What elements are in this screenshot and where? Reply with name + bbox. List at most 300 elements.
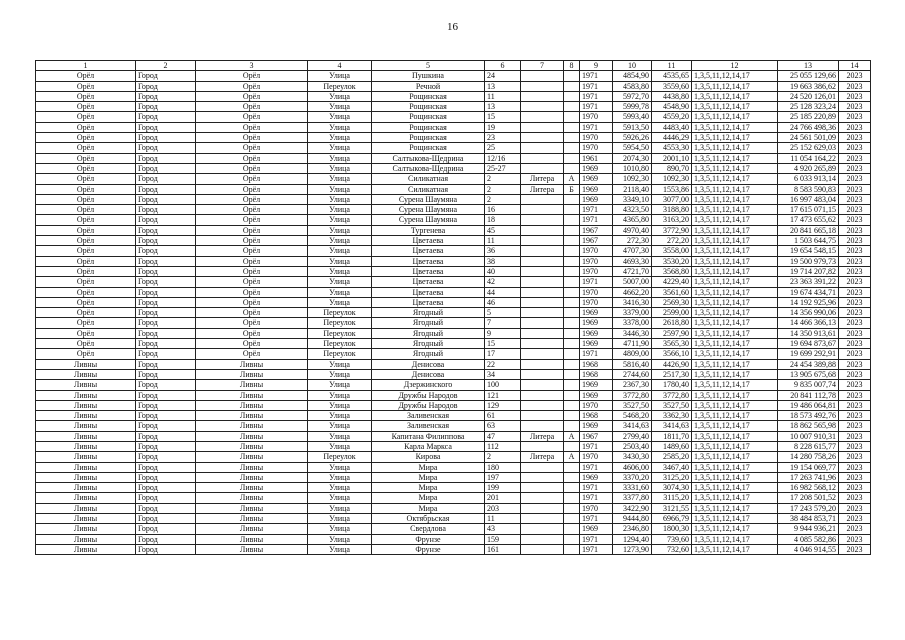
table-cell: 19 154 069,77 — [778, 462, 839, 472]
table-cell — [521, 102, 564, 112]
table-cell: 4809,00 — [613, 349, 652, 359]
table-cell: 1,3,5,11,12,14,17 — [692, 369, 778, 379]
table-cell: 3370,20 — [613, 472, 652, 482]
table-cell: 2023 — [839, 380, 871, 390]
table-cell: 1800,30 — [652, 524, 692, 534]
table-cell: Переулок — [308, 328, 372, 338]
table-cell — [521, 194, 564, 204]
table-cell — [564, 503, 580, 513]
table-cell: Город — [136, 380, 196, 390]
table-cell — [564, 421, 580, 431]
table-cell: Орёл — [196, 112, 308, 122]
table-cell: 6966,79 — [652, 514, 692, 524]
table-cell: 159 — [485, 534, 521, 544]
table-cell: Карла Маркса — [372, 441, 485, 451]
table-cell: 4559,20 — [652, 112, 692, 122]
table-cell: 3422,90 — [613, 503, 652, 513]
table-cell — [521, 503, 564, 513]
table-row — [36, 143, 871, 153]
table-cell: Орёл — [36, 205, 136, 215]
table-cell: 1970 — [580, 133, 613, 143]
table-cell: 2023 — [839, 71, 871, 81]
table-cell: 1967 — [580, 236, 613, 246]
table-row — [36, 133, 871, 143]
table-cell: А — [564, 431, 580, 441]
table-cell — [521, 236, 564, 246]
table-cell: Орёл — [36, 256, 136, 266]
table-cell: Город — [136, 256, 196, 266]
table-cell: 2569,30 — [652, 297, 692, 307]
table-cell: 2023 — [839, 431, 871, 441]
table-cell — [564, 308, 580, 318]
table-cell: 25 152 629,03 — [778, 143, 839, 153]
table-cell: Улица — [308, 380, 372, 390]
table-cell: Город — [136, 534, 196, 544]
table-cell: 42 — [485, 277, 521, 287]
column-header-7: 7 — [521, 61, 564, 71]
table-cell: 8 228 615,77 — [778, 441, 839, 451]
table-cell: 4 046 914,55 — [778, 544, 839, 554]
table-cell: 1969 — [580, 339, 613, 349]
table-cell — [564, 81, 580, 91]
table-cell: 3377,80 — [613, 493, 652, 503]
table-cell: Цветаева — [372, 297, 485, 307]
table-cell: 1,3,5,11,12,14,17 — [692, 349, 778, 359]
table-cell: А — [564, 452, 580, 462]
table-cell: Улица — [308, 297, 372, 307]
table-row — [36, 205, 871, 215]
table-row — [36, 328, 871, 338]
table-cell: 2023 — [839, 256, 871, 266]
table-cell — [521, 483, 564, 493]
table-cell: Город — [136, 287, 196, 297]
table-cell — [564, 483, 580, 493]
table-cell — [521, 514, 564, 524]
table-cell: 1968 — [580, 411, 613, 421]
table-cell: Орёл — [196, 143, 308, 153]
table-cell: 15 — [485, 339, 521, 349]
table-row — [36, 349, 871, 359]
table-cell: 2023 — [839, 287, 871, 297]
table-cell: 3331,60 — [613, 483, 652, 493]
table-cell: 2023 — [839, 524, 871, 534]
table-cell: 1967 — [580, 431, 613, 441]
table-cell: Орёл — [196, 287, 308, 297]
table-cell: 5 — [485, 308, 521, 318]
table-cell: 3349,10 — [613, 194, 652, 204]
table-cell: 201 — [485, 493, 521, 503]
table-cell: 2 — [485, 174, 521, 184]
table-cell: Цветаева — [372, 287, 485, 297]
table-cell: Город — [136, 328, 196, 338]
table-cell: Ливны — [36, 544, 136, 554]
table-cell: 1,3,5,11,12,14,17 — [692, 452, 778, 462]
table-cell: Силикатная — [372, 174, 485, 184]
table-row — [36, 287, 871, 297]
table-cell: 14 350 913,61 — [778, 328, 839, 338]
table-cell: 2023 — [839, 503, 871, 513]
table-cell: 24 — [485, 71, 521, 81]
table-cell: Ливны — [196, 503, 308, 513]
table-cell: Ливны — [196, 441, 308, 451]
table-row — [36, 163, 871, 173]
table-cell: 3188,80 — [652, 205, 692, 215]
table-cell — [564, 102, 580, 112]
table-cell: Заливенская — [372, 411, 485, 421]
table-cell: 13 905 675,68 — [778, 369, 839, 379]
table-row — [36, 390, 871, 400]
table-cell: Орёл — [196, 184, 308, 194]
table-cell: 1,3,5,11,12,14,17 — [692, 112, 778, 122]
table-cell: Орёл — [36, 277, 136, 287]
table-cell: 2118,40 — [613, 184, 652, 194]
table-row — [36, 441, 871, 451]
table-cell: 36 — [485, 246, 521, 256]
table-cell: Город — [136, 318, 196, 328]
table-cell — [564, 215, 580, 225]
table-cell: Город — [136, 122, 196, 132]
table-row — [36, 544, 871, 554]
table-cell: 24 454 389,88 — [778, 359, 839, 369]
table-cell: Кирова — [372, 452, 485, 462]
table-cell: Улица — [308, 174, 372, 184]
table-cell — [521, 71, 564, 81]
table-cell: 1970 — [580, 143, 613, 153]
table-cell: Дзержинского — [372, 380, 485, 390]
table-cell: 2023 — [839, 91, 871, 101]
table-cell: 2367,30 — [613, 380, 652, 390]
table-cell: Город — [136, 308, 196, 318]
table-cell: 1971 — [580, 102, 613, 112]
table-cell — [564, 71, 580, 81]
table-cell: Улица — [308, 524, 372, 534]
table-row — [36, 514, 871, 524]
table-cell: 5954,50 — [613, 143, 652, 153]
table-cell: 14 192 925,96 — [778, 297, 839, 307]
table-cell: 2023 — [839, 421, 871, 431]
table-cell: 2 — [485, 194, 521, 204]
table-cell: 15 — [485, 112, 521, 122]
table-cell: Цветаева — [372, 277, 485, 287]
table-cell: Улица — [308, 503, 372, 513]
table-cell: Улица — [308, 246, 372, 256]
table-cell: 1970 — [580, 266, 613, 276]
table-cell: 44 — [485, 287, 521, 297]
table-cell: Денисова — [372, 369, 485, 379]
table-cell: 11 — [485, 514, 521, 524]
table-cell: 2023 — [839, 472, 871, 482]
table-cell: Орёл — [196, 205, 308, 215]
table-cell: Город — [136, 339, 196, 349]
table-cell: 2023 — [839, 102, 871, 112]
table-cell: 1,3,5,11,12,14,17 — [692, 256, 778, 266]
column-header-8: 8 — [564, 61, 580, 71]
table-cell: 1961 — [580, 153, 613, 163]
table-cell: 180 — [485, 462, 521, 472]
table-cell: 3527,50 — [652, 400, 692, 410]
table-cell: 1,3,5,11,12,14,17 — [692, 194, 778, 204]
table-row — [36, 369, 871, 379]
table-cell — [521, 390, 564, 400]
table-cell: 1,3,5,11,12,14,17 — [692, 153, 778, 163]
table-cell — [564, 328, 580, 338]
table-cell: Улица — [308, 143, 372, 153]
table-cell: 4229,40 — [652, 277, 692, 287]
table-cell: 25-27 — [485, 163, 521, 173]
table-cell: 272,30 — [613, 236, 652, 246]
table-cell: 38 — [485, 256, 521, 266]
table-cell: Город — [136, 431, 196, 441]
table-cell — [521, 369, 564, 379]
table-cell — [521, 380, 564, 390]
table-cell: 4438,80 — [652, 91, 692, 101]
table-row — [36, 534, 871, 544]
table-cell: 1970 — [580, 297, 613, 307]
table-cell — [564, 205, 580, 215]
table-cell: 4707,30 — [613, 246, 652, 256]
table-cell: 19 663 386,62 — [778, 81, 839, 91]
table-row — [36, 431, 871, 441]
table-cell: Ливны — [196, 514, 308, 524]
table-cell: 3527,50 — [613, 400, 652, 410]
table-row — [36, 462, 871, 472]
table-cell — [564, 462, 580, 472]
table-cell: 17 263 741,96 — [778, 472, 839, 482]
table-cell: Капитана Филиппова — [372, 431, 485, 441]
table-cell: Ливны — [196, 411, 308, 421]
table-cell: Улица — [308, 400, 372, 410]
address-table — [35, 60, 871, 555]
table-cell: 1,3,5,11,12,14,17 — [692, 277, 778, 287]
table-row — [36, 256, 871, 266]
table-cell: Город — [136, 462, 196, 472]
table-cell: Переулок — [308, 452, 372, 462]
table-cell: 1,3,5,11,12,14,17 — [692, 380, 778, 390]
table-cell — [521, 91, 564, 101]
table-cell: 1 503 644,75 — [778, 236, 839, 246]
table-cell: 1,3,5,11,12,14,17 — [692, 483, 778, 493]
table-cell: 43 — [485, 524, 521, 534]
table-cell: Ягодный — [372, 308, 485, 318]
table-cell: Город — [136, 81, 196, 91]
table-cell: Мира — [372, 503, 485, 513]
table-cell: Переулок — [308, 308, 372, 318]
table-row — [36, 493, 871, 503]
table-cell: Улица — [308, 411, 372, 421]
table-cell: Улица — [308, 71, 372, 81]
table-cell: 739,60 — [652, 534, 692, 544]
table-cell: 1,3,5,11,12,14,17 — [692, 102, 778, 112]
table-cell: 1,3,5,11,12,14,17 — [692, 287, 778, 297]
table-cell: Улица — [308, 544, 372, 554]
table-cell: Ливны — [196, 380, 308, 390]
table-cell: 2585,20 — [652, 452, 692, 462]
table-cell: Город — [136, 112, 196, 122]
table-cell: Орёл — [36, 102, 136, 112]
table-cell: 23 363 391,22 — [778, 277, 839, 287]
table-cell — [564, 400, 580, 410]
table-cell: 19 486 064,81 — [778, 400, 839, 410]
header-row — [36, 61, 871, 71]
table-cell: 3115,20 — [652, 493, 692, 503]
table-cell: Орёл — [36, 297, 136, 307]
table-cell: 4365,80 — [613, 215, 652, 225]
table-cell: 3125,20 — [652, 472, 692, 482]
table-cell: Сурена Шаумяна — [372, 205, 485, 215]
table-row — [36, 71, 871, 81]
table-cell: 1,3,5,11,12,14,17 — [692, 318, 778, 328]
table-cell: 1,3,5,11,12,14,17 — [692, 400, 778, 410]
table-cell — [564, 524, 580, 534]
table-cell — [564, 91, 580, 101]
table-cell: Город — [136, 102, 196, 112]
table-cell: Орёл — [36, 184, 136, 194]
table-cell: Улица — [308, 514, 372, 524]
table-cell: Город — [136, 514, 196, 524]
table-cell: 9 — [485, 328, 521, 338]
table-cell: 3772,90 — [652, 225, 692, 235]
table-cell: 23 — [485, 133, 521, 143]
table-cell: 1780,40 — [652, 380, 692, 390]
table-cell: 1971 — [580, 441, 613, 451]
table-cell: 1,3,5,11,12,14,17 — [692, 297, 778, 307]
table-cell — [564, 534, 580, 544]
table-cell: Рощинская — [372, 143, 485, 153]
table-cell: 1092,30 — [613, 174, 652, 184]
table-cell: Город — [136, 205, 196, 215]
table-cell: 203 — [485, 503, 521, 513]
table-cell: 17 615 071,15 — [778, 205, 839, 215]
table-cell: Город — [136, 153, 196, 163]
table-cell — [521, 472, 564, 482]
table-cell: 10 007 910,31 — [778, 431, 839, 441]
table-cell: 1971 — [580, 534, 613, 544]
table-cell: Орёл — [196, 122, 308, 132]
table-cell: Литера — [521, 431, 564, 441]
table-cell: 1971 — [580, 514, 613, 524]
table-cell: 18 573 492,76 — [778, 411, 839, 421]
table-cell: Силикатная — [372, 184, 485, 194]
table-cell: 1489,60 — [652, 441, 692, 451]
table-cell — [521, 534, 564, 544]
table-cell: 2023 — [839, 194, 871, 204]
table-cell — [521, 297, 564, 307]
table-cell: 2023 — [839, 153, 871, 163]
table-cell: 63 — [485, 421, 521, 431]
table-cell: Мира — [372, 472, 485, 482]
table-cell: Ягодный — [372, 339, 485, 349]
table-cell: 1971 — [580, 493, 613, 503]
table-cell: 1092,30 — [652, 174, 692, 184]
table-cell: 4711,90 — [613, 339, 652, 349]
table-cell: 1969 — [580, 390, 613, 400]
table-cell: Город — [136, 143, 196, 153]
table-cell: 5468,20 — [613, 411, 652, 421]
table-cell: Город — [136, 503, 196, 513]
table-cell: Ливны — [196, 369, 308, 379]
table-cell: Ливны — [36, 534, 136, 544]
table-cell: Ливны — [36, 400, 136, 410]
table-cell: 4323,50 — [613, 205, 652, 215]
table-cell: 2517,30 — [652, 369, 692, 379]
table-cell: Тургенева — [372, 225, 485, 235]
table-cell: 2023 — [839, 143, 871, 153]
table-row — [36, 421, 871, 431]
table-row — [36, 112, 871, 122]
table-cell: 272,20 — [652, 236, 692, 246]
table-cell: Город — [136, 483, 196, 493]
table-cell — [521, 308, 564, 318]
table-cell: Дружбы Народов — [372, 390, 485, 400]
table-row — [36, 452, 871, 462]
table-cell: Орёл — [36, 318, 136, 328]
table-cell: 1970 — [580, 112, 613, 122]
table-cell: Ягодный — [372, 318, 485, 328]
table-cell: 2023 — [839, 400, 871, 410]
table-cell: 2023 — [839, 174, 871, 184]
table-cell — [564, 390, 580, 400]
table-cell: 2074,30 — [613, 153, 652, 163]
table-cell — [564, 369, 580, 379]
table-cell: Цветаева — [372, 246, 485, 256]
table-cell: Переулок — [308, 81, 372, 91]
table-cell — [564, 441, 580, 451]
table-cell: Мира — [372, 483, 485, 493]
table-cell: Ягодный — [372, 349, 485, 359]
table-cell: Орёл — [36, 246, 136, 256]
table-cell: 5913,50 — [613, 122, 652, 132]
table-cell: Октябрьская — [372, 514, 485, 524]
table-cell: 4693,30 — [613, 256, 652, 266]
table-cell: Ливны — [36, 390, 136, 400]
table-cell — [564, 297, 580, 307]
table-cell: Денисова — [372, 359, 485, 369]
table-cell: Ливны — [36, 483, 136, 493]
table-cell: Орёл — [196, 277, 308, 287]
table-cell — [564, 266, 580, 276]
table-cell: Ливны — [36, 359, 136, 369]
table-cell: 19 — [485, 122, 521, 132]
table-cell — [521, 287, 564, 297]
table-cell: 1,3,5,11,12,14,17 — [692, 462, 778, 472]
table-cell: 1273,90 — [613, 544, 652, 554]
table-row — [36, 297, 871, 307]
table-cell: Ливны — [196, 472, 308, 482]
table-row — [36, 225, 871, 235]
table-cell: 1971 — [580, 544, 613, 554]
table-cell: 4535,65 — [652, 71, 692, 81]
table-cell — [521, 133, 564, 143]
table-cell: 3772,80 — [652, 390, 692, 400]
table-cell: 5999,78 — [613, 102, 652, 112]
table-cell: 16 — [485, 205, 521, 215]
table-cell: 5926,26 — [613, 133, 652, 143]
table-cell: 2001,10 — [652, 153, 692, 163]
table-cell: 17 208 501,52 — [778, 493, 839, 503]
table-cell: 19 699 292,91 — [778, 349, 839, 359]
table-cell: 13 — [485, 81, 521, 91]
table-row — [36, 81, 871, 91]
table-cell — [521, 246, 564, 256]
table-row — [36, 472, 871, 482]
table-cell: Улица — [308, 215, 372, 225]
table-cell: 4606,00 — [613, 462, 652, 472]
table-cell: 4662,20 — [613, 287, 652, 297]
table-cell: 121 — [485, 390, 521, 400]
table-cell: 25 — [485, 143, 521, 153]
table-cell — [521, 441, 564, 451]
table-cell: Ливны — [196, 359, 308, 369]
